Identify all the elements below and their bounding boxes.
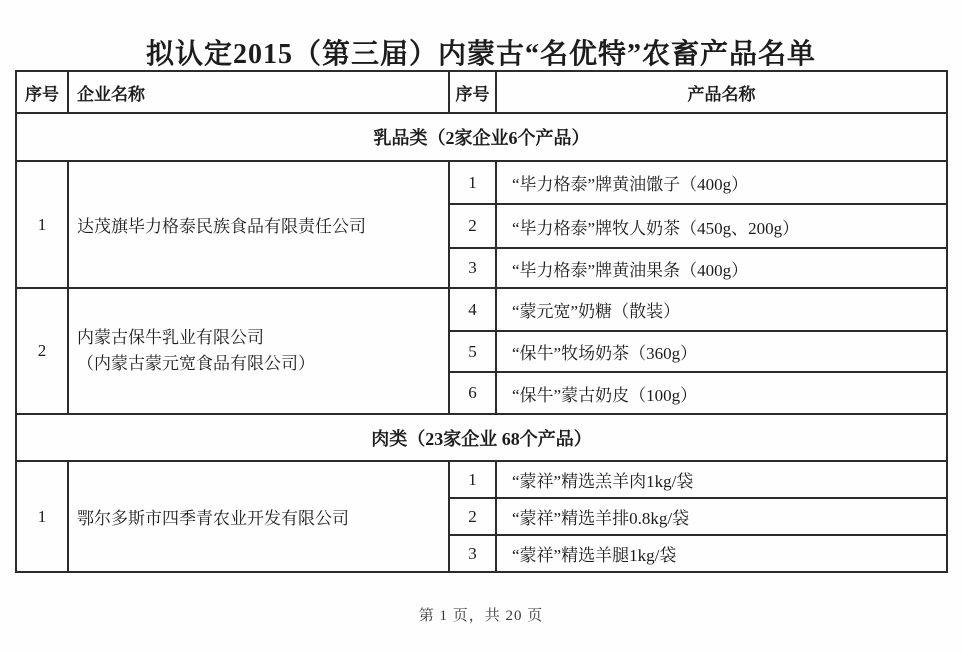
- product-name: “毕力格泰”牌黄油馓子（400g）: [496, 161, 947, 204]
- product-index: 1: [449, 161, 496, 204]
- col-header-product-name: 产品名称: [496, 71, 947, 113]
- product-name: “蒙祥”精选羊排0.8kg/袋: [496, 498, 947, 535]
- col-header-product-index: 序号: [449, 71, 496, 113]
- product-name: “蒙元宽”奶糖（散装）: [496, 288, 947, 331]
- company-index: 1: [16, 461, 68, 572]
- product-index: 2: [449, 204, 496, 248]
- page-number-footer: 第 1 页，共 20 页: [418, 608, 544, 624]
- company-index: 1: [16, 161, 68, 288]
- section-header-meat: 肉类（23家企业 68个产品）: [16, 414, 947, 461]
- company-name-line2: （内蒙古蒙元宽食品有限公司）: [77, 354, 315, 373]
- table-row: [16, 461, 947, 498]
- product-name: “保牛”蒙古奶皮（100g）: [496, 372, 947, 414]
- section-row-dairy: [16, 113, 947, 161]
- col-header-company-index: 序号: [16, 71, 68, 113]
- company-index: 2: [16, 288, 68, 414]
- product-index: 3: [449, 535, 496, 572]
- company-name: [68, 288, 449, 414]
- company-name: 达茂旗毕力格泰民族食品有限责任公司: [68, 161, 449, 288]
- product-name: “蒙祥”精选羔羊肉1kg/袋: [496, 461, 947, 498]
- product-index: 6: [449, 372, 496, 414]
- table-row: [16, 288, 947, 331]
- product-name: “蒙祥”精选羊腿1kg/袋: [496, 535, 947, 572]
- product-index: 5: [449, 331, 496, 372]
- table-row: [16, 161, 947, 204]
- col-header-company-name: 企业名称: [68, 71, 449, 113]
- product-index: 1: [449, 461, 496, 498]
- product-name: “保牛”牧场奶茶（360g）: [496, 331, 947, 372]
- section-row-meat: [16, 414, 947, 461]
- product-name: “毕力格泰”牌牧人奶茶（450g、200g）: [496, 204, 947, 248]
- section-header-dairy: 乳品类（2家企业6个产品）: [16, 113, 947, 161]
- products-table: [15, 70, 948, 573]
- page-title: 拟认定2015（第三届）内蒙古“名优特”农畜产品名单: [145, 39, 816, 70]
- table-header-row: [16, 71, 947, 113]
- product-index: 4: [449, 288, 496, 331]
- product-name: “毕力格泰”牌黄油果条（400g）: [496, 248, 947, 288]
- product-index: 3: [449, 248, 496, 288]
- company-name-line1: 内蒙古保牛乳业有限公司: [77, 328, 264, 347]
- company-name: 鄂尔多斯市四季青农业开发有限公司: [68, 461, 449, 572]
- product-index: 2: [449, 498, 496, 535]
